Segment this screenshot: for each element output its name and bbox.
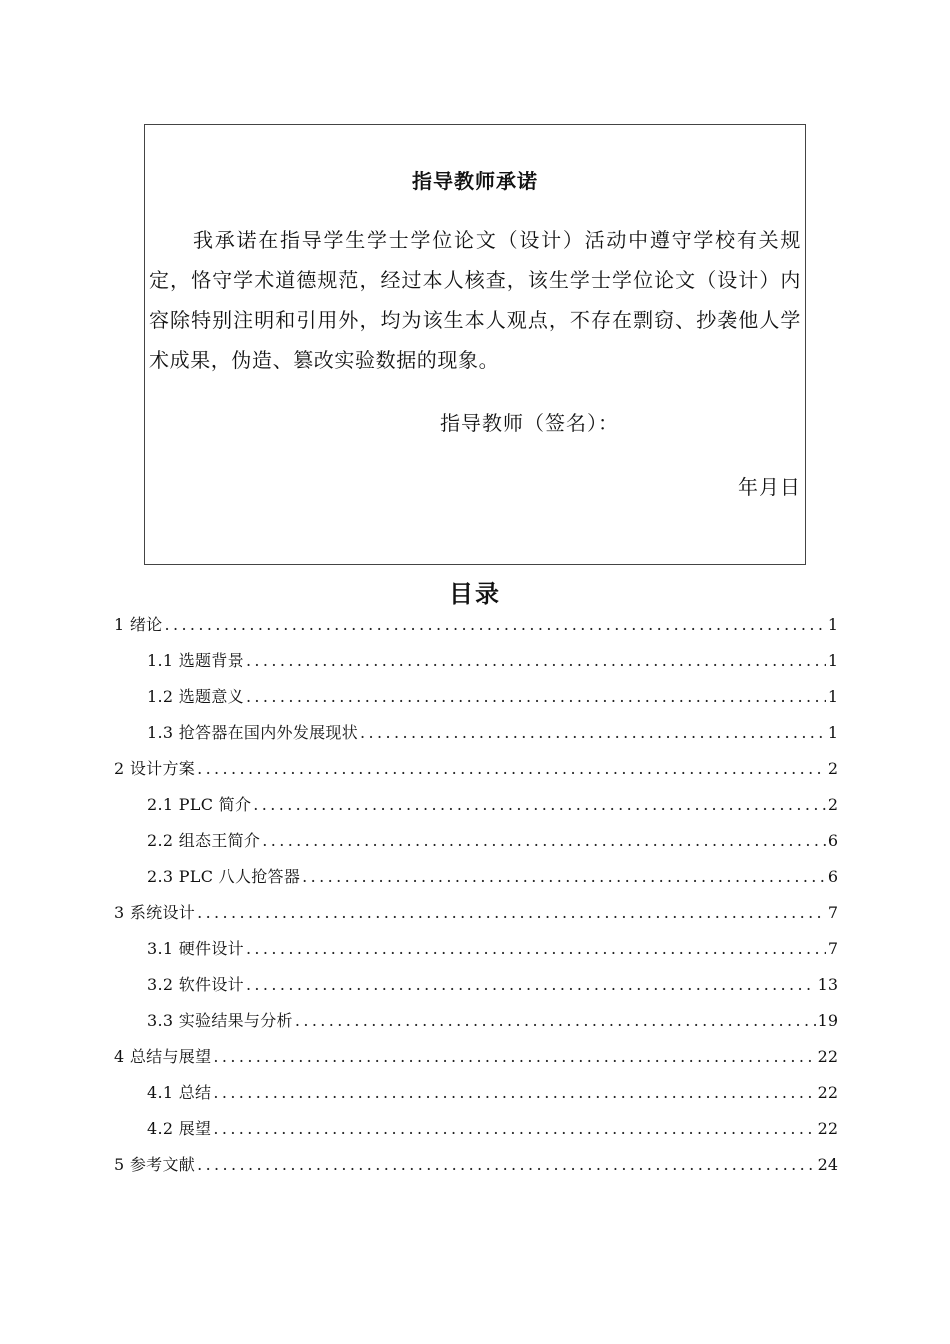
- toc-entry-label: 4 总结与展望: [114, 1047, 212, 1066]
- toc-dot-leader: [246, 651, 826, 670]
- table-of-contents: [114, 612, 838, 1188]
- toc-entry[interactable]: [114, 648, 838, 684]
- toc-dot-leader: [213, 1047, 815, 1066]
- toc-dot-leader: [295, 1011, 816, 1030]
- toc-dot-leader: [302, 867, 826, 886]
- toc-dot-leader: [253, 795, 826, 814]
- toc-entry-page-number: 7: [827, 939, 838, 958]
- toc-entry-label: 1.1 选题背景: [147, 651, 244, 670]
- toc-entry-page-number: 24: [817, 1155, 838, 1174]
- toc-dot-leader: [246, 687, 826, 706]
- promise-title: 指导教师承诺: [412, 169, 538, 193]
- toc-title: 目录: [449, 580, 501, 608]
- toc-dot-leader: [246, 975, 816, 994]
- toc-entry-label: 3.2 软件设计: [147, 975, 244, 994]
- toc-entry-page-number: 7: [827, 903, 838, 922]
- toc-entry[interactable]: [114, 864, 838, 900]
- toc-entry[interactable]: [114, 792, 838, 828]
- toc-entry-label: 4.2 展望: [147, 1119, 212, 1138]
- toc-entry[interactable]: [114, 720, 838, 756]
- toc-dot-leader: [197, 759, 826, 778]
- toc-dot-leader: [360, 723, 826, 742]
- toc-entry[interactable]: [114, 1116, 838, 1152]
- promise-body-text: 我承诺在指导学生学士学位论文（设计）活动中遵守学校有关规定，恪守学术道德规范，经过本人核查，该生学士学位论文（设计）内容除特别注明和引用外，均为该生本人观点，不存在剽窃、抄袭他人学术成果，伪造、篡改实验数据的现象。: [149, 228, 801, 372]
- toc-entry[interactable]: [114, 1008, 838, 1044]
- toc-entry[interactable]: [114, 756, 838, 792]
- toc-dot-leader: [262, 831, 826, 850]
- toc-entry-label: 3 系统设计: [114, 903, 196, 922]
- toc-entry-label: 1.3 抢答器在国内外发展现状: [147, 723, 359, 742]
- toc-entry-page-number: 1: [827, 651, 838, 670]
- toc-entry-label: 4.1 总结: [147, 1083, 212, 1102]
- toc-entry-page-number: 6: [827, 831, 838, 850]
- toc-entry-page-number: 2: [827, 759, 838, 778]
- toc-entry[interactable]: [114, 972, 838, 1008]
- toc-entry-page-number: 19: [817, 1011, 838, 1030]
- toc-entry-label: 3.1 硬件设计: [147, 939, 244, 958]
- toc-dot-leader: [213, 1083, 815, 1102]
- toc-entry-page-number: 1: [827, 687, 838, 706]
- toc-dot-leader: [164, 615, 825, 634]
- toc-dot-leader: [197, 1155, 816, 1174]
- toc-entry-page-number: 1: [827, 615, 838, 634]
- toc-entry-page-number: 22: [817, 1083, 838, 1102]
- toc-entry-page-number: 1: [827, 723, 838, 742]
- toc-entry-label: 5 参考文献: [114, 1155, 196, 1174]
- toc-entry[interactable]: [114, 684, 838, 720]
- toc-entry-label: 1 绪论: [114, 615, 163, 634]
- toc-entry-page-number: 6: [827, 867, 838, 886]
- toc-entry-page-number: 22: [817, 1119, 838, 1138]
- supervisor-promise-box: [144, 124, 806, 565]
- toc-entry[interactable]: [114, 1080, 838, 1116]
- toc-entry-page-number: 13: [817, 975, 838, 994]
- toc-entry-page-number: 22: [817, 1047, 838, 1066]
- toc-dot-leader: [246, 939, 826, 958]
- toc-entry[interactable]: [114, 1152, 838, 1188]
- toc-dot-leader: [197, 903, 826, 922]
- toc-entry-label: 3.3 实验结果与分析: [147, 1011, 293, 1030]
- date-label: 年月日: [738, 475, 801, 499]
- toc-entry-page-number: 2: [827, 795, 838, 814]
- toc-entry-label: 1.2 选题意义: [147, 687, 244, 706]
- toc-entry[interactable]: [114, 828, 838, 864]
- toc-entry-label: 2 设计方案: [114, 759, 196, 778]
- toc-entry-label: 2.2 组态王简介: [147, 831, 261, 850]
- toc-entry[interactable]: [114, 612, 838, 648]
- toc-entry[interactable]: [114, 936, 838, 972]
- signature-label: 指导教师（签名）：: [440, 411, 619, 435]
- toc-entry-label: 2.3 PLC 八人抢答器: [147, 867, 301, 886]
- toc-entry[interactable]: [114, 900, 838, 936]
- toc-entry[interactable]: [114, 1044, 838, 1080]
- toc-dot-leader: [213, 1119, 815, 1138]
- toc-entry-label: 2.1 PLC 简介: [147, 795, 252, 814]
